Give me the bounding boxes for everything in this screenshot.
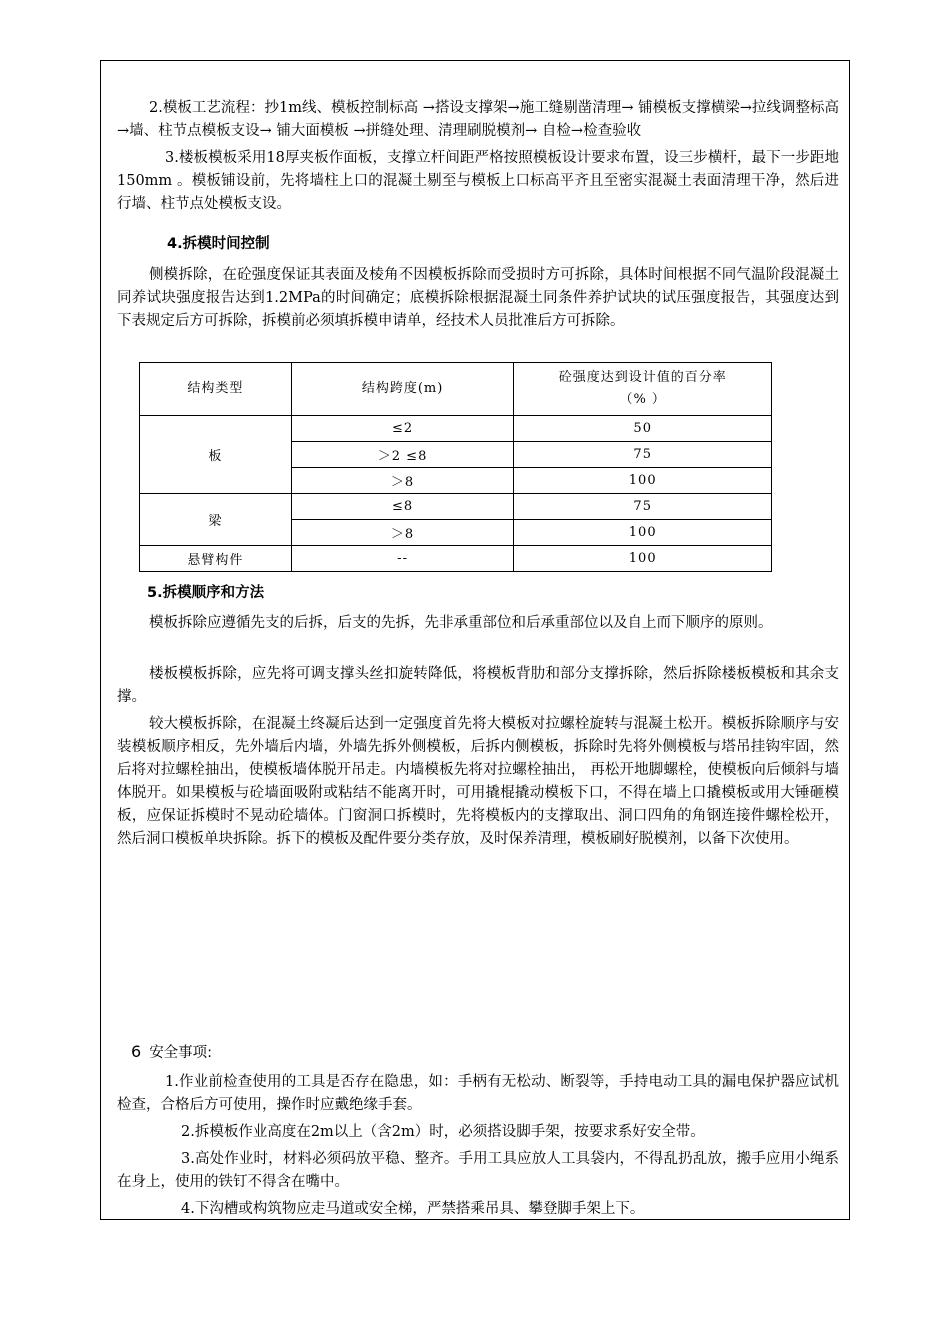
section-6-title — [131, 1041, 212, 1062]
percent-cell: 75 — [514, 494, 772, 520]
span-cell: ＞2 ≤8 — [291, 442, 514, 468]
section-5-paragraph-3: 较大模板拆除，在混凝土终凝后达到一定强度首先将大模板对拉螺栓旋转与混凝土松开。模板拆除顺序与安装模板顺序相反，先外墙后内墙，外墙先拆外侧模板，后拆内侧模板，拆除时先将外侧模板与塔吊挂钩牢固，然后将对拉螺栓抽出，使模板墙体脱开吊走。内墙模板先将对拉螺栓抽出， 再松开地脚螺栓，使模板向后倾斜与墙体脱开。如果模板与砼墙面吸附或粘结不能离开时，可用撬棍撬动模板下口，不得在墙上口撬模板或用大锤砸模板，应保证拆模时不晃动砼墙体。门窗洞口拆模时，先将模板内的支撑取出、洞口四角的角钢连接件螺栓松开，然后洞口模板单块拆除。拆下的模板及配件要分类存放，及时保养清理，模板刷好脱模剂，以备下次使用。 — [117, 716, 839, 847]
process-step-3: 3.楼板模板采用18厚夹板作面板，支撑立杆间距严格按照模板设计要求布置，设三步横杆，最下一步距地150mm 。模板铺设前，先将墙柱上口的混凝土剔至与模板上口标高平齐且至密实混凝土表面清理干净，然后进行墙、柱节点处模板支设。 — [117, 150, 839, 212]
span-cell: ≤8 — [291, 494, 514, 520]
table-row — [140, 546, 772, 572]
section-5-paragraph-1: 模板拆除应遵循先支的后拆，后支的先拆，先非承重部位和后承重部位以及自上而下顺序的原则。 — [149, 615, 773, 631]
percent-cell: 100 — [514, 520, 772, 546]
section-4-title: 4.拆模时间控制 — [167, 236, 270, 252]
percent-cell: 100 — [514, 546, 772, 572]
span-cell: ＞8 — [291, 520, 514, 546]
table-row — [140, 416, 772, 442]
percent-cell: 50 — [514, 416, 772, 442]
group-beam: 梁 — [140, 494, 292, 546]
group-slab: 板 — [140, 416, 292, 494]
section-5-paragraph-2: 楼板模板拆除，应先将可调支撑头丝扣旋转降低，将模板背肋和部分支撑拆除，然后拆除楼板模板和其余支撑。 — [117, 666, 839, 705]
section-6-number: 6 — [131, 1042, 142, 1061]
group-cantilever: 悬臂构件 — [140, 546, 292, 572]
safety-item-4: 4.下沟槽或构筑物应走马道或安全梯，严禁搭乘吊具、攀登脚手架上下。 — [181, 1201, 645, 1217]
table-header-row — [140, 363, 772, 416]
header-strength-line2: （% ） — [619, 392, 666, 407]
safety-item-3: 3.高处作业时，材料必须码放平稳、整齐。手用工具应放人工具袋内，不得乱扔乱放，搬手应用小绳系在身上，使用的铁钉不得含在嘴中。 — [117, 1151, 839, 1190]
span-cell: -- — [291, 546, 514, 572]
section-6-label: 安全事项: — [149, 1045, 213, 1061]
formwork-removal-table — [139, 362, 772, 572]
span-cell: ≤2 — [291, 416, 514, 442]
document-frame — [100, 60, 850, 1220]
header-span: 结构跨度(m) — [291, 363, 514, 416]
process-step-2: 2.模板工艺流程：抄1m线、模板控制标高 →搭设支撑架→施工缝剔凿清理→ 铺模板支撑横梁→拉线调整标高 →墙、柱节点模板支设→ 铺大面模板 →拼缝处理、清理刷脱模剂→ 自检→检查验收 — [117, 100, 839, 139]
section-4-paragraph: 侧模拆除，在砼强度保证其表面及棱角不因模板拆除而受损时方可拆除，具体时间根据不同气温阶段混凝土同养试块强度报告达到1.2MPa的时间确定；底模拆除根据混凝土同条件养护试块的试压强度报告，其强度达到下表规定后方可拆除，拆模前必须填拆模申请单，经技术人员批准后方可拆除。 — [117, 267, 839, 329]
span-cell: ＞8 — [291, 468, 514, 494]
header-structure-type: 结构类型 — [140, 363, 292, 416]
section-5-title: 5.拆模顺序和方法 — [147, 585, 265, 601]
safety-item-2: 2.拆模板作业高度在2m以上（含2m）时，必须搭设脚手架，按要求系好安全带。 — [181, 1124, 705, 1140]
percent-cell: 100 — [514, 468, 772, 494]
header-strength-line1: 砼强度达到设计值的百分率 — [558, 370, 727, 385]
percent-cell: 75 — [514, 442, 772, 468]
table-row — [140, 494, 772, 520]
header-strength-percent — [514, 363, 772, 416]
safety-item-1: 1.作业前检查使用的工具是否存在隐患，如：手柄有无松动、断裂等，手持电动工具的漏电保护器应试机检查，合格后方可使用，操作时应戴绝缘手套。 — [117, 1074, 839, 1113]
